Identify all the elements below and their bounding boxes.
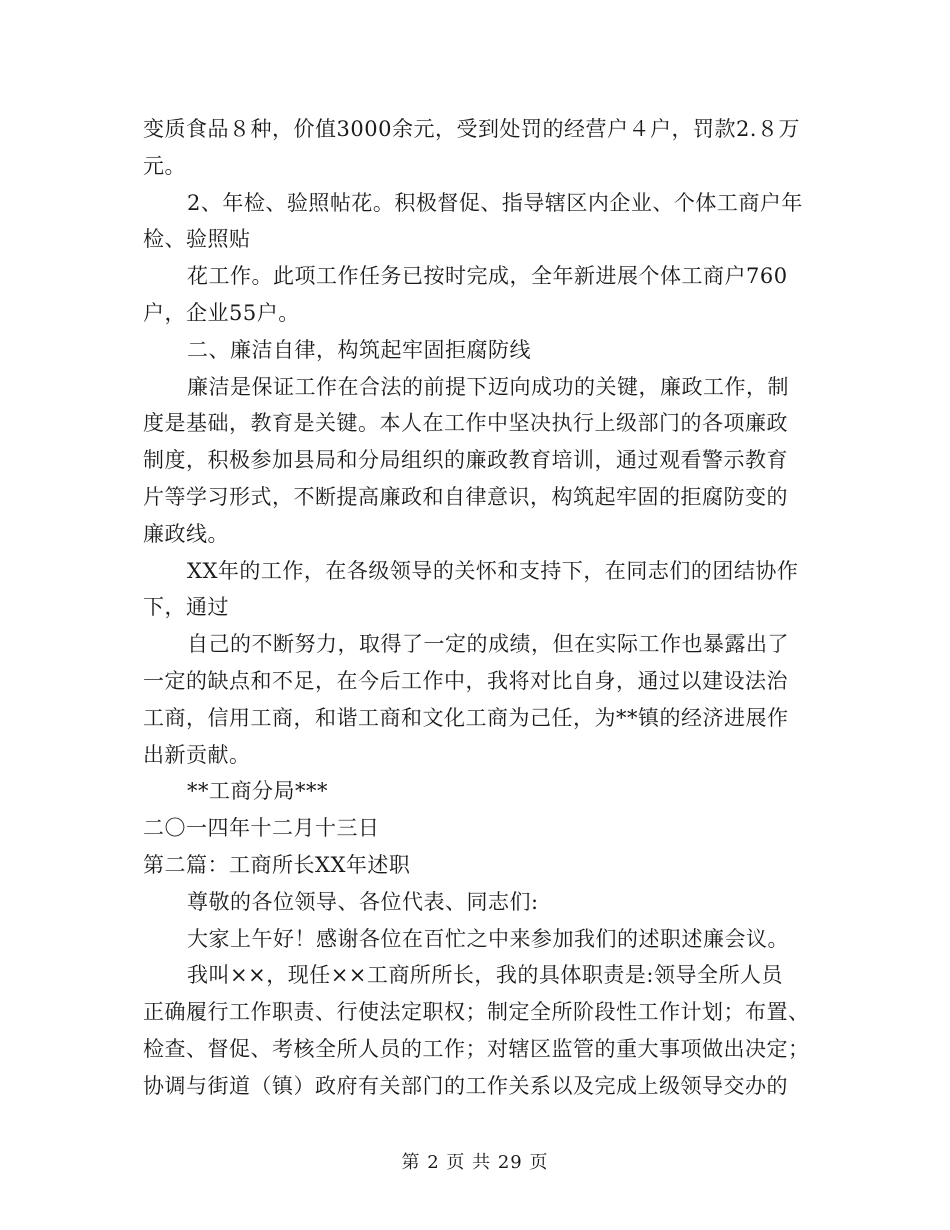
signature-line: **工商分局*** xyxy=(187,779,328,804)
text-line: 元。 xyxy=(143,153,186,178)
text-line: 下，通过 xyxy=(143,595,229,620)
document-body xyxy=(143,111,813,1105)
text-line: 廉洁是保证工作在合法的前提下迈向成功的关键，廉政工作，制 xyxy=(187,374,789,399)
text-line: 变质食品８种，价值3000余元，受到处罚的经营户４户，罚款2.８万 xyxy=(143,117,800,141)
text-line: XX年的工作，在各级领导的关怀和支持下，在同志们的团结协作 xyxy=(187,558,799,583)
text-line: 工商，信用工商，和谐工商和文化工商为己任，为**镇的经济进展作 xyxy=(143,705,789,730)
text-line: 我叫××，现任××工商所所长，我的具体职责是:领导全所人员 xyxy=(187,963,783,988)
text-line: 花工作。此项工作任务已按时完成，全年新进展个体工商户760 xyxy=(187,264,788,289)
text-line: 检查、督促、考核全所人员的工作；对辖区监管的重大事项做出决定； xyxy=(143,1036,810,1061)
text-line: 户，企业55户。 xyxy=(143,300,300,325)
page-number-footer: 第 2 页 共 29 页 xyxy=(401,1152,549,1173)
date-line: 二〇一四年十二月十三日 xyxy=(143,816,380,841)
section-heading: 二、廉洁自律，构筑起牢固拒腐防线 xyxy=(187,337,531,362)
salutation: 尊敬的各位领导、各位代表、同志们: xyxy=(187,889,539,914)
text-line: 协调与街道（镇）政府有关部门的工作关系以及完成上级领导交办的 xyxy=(143,1073,788,1098)
text-line: 出新贡献。 xyxy=(143,742,251,767)
text-line: 一定的缺点和不足，在今后工作中，我将对比自身，通过以建设法治 xyxy=(143,668,788,693)
text-line: 片等学习形式，不断提高廉政和自律意识，构筑起牢固的拒腐防变的 xyxy=(143,484,788,509)
text-line: 度是基础，教育是关键。本人在工作中坚决执行上级部门的各项廉政 xyxy=(143,411,788,436)
text-line: 自己的不断努力，取得了一定的成绩，但在实际工作也暴露出了 xyxy=(187,632,789,657)
text-line: 大家上午好！感谢各位在百忙之中来参加我们的述职述廉会议。 xyxy=(187,926,789,951)
text-line: 检、验照贴 xyxy=(143,227,251,252)
chapter-title: 第二篇：工商所长XX年述职 xyxy=(143,852,411,877)
text-line: 廉政线。 xyxy=(143,521,229,546)
text-line: 2、年检、验照帖花。积极督促、指导辖区内企业、个体工商户年 xyxy=(187,190,803,215)
text-line: 制度，积极参加县局和分局组织的廉政教育培训，通过观看警示教育 xyxy=(143,448,788,473)
text-line: 正确履行工作职责、行使法定职权；制定全所阶段性工作计划；布置、 xyxy=(143,1000,810,1025)
